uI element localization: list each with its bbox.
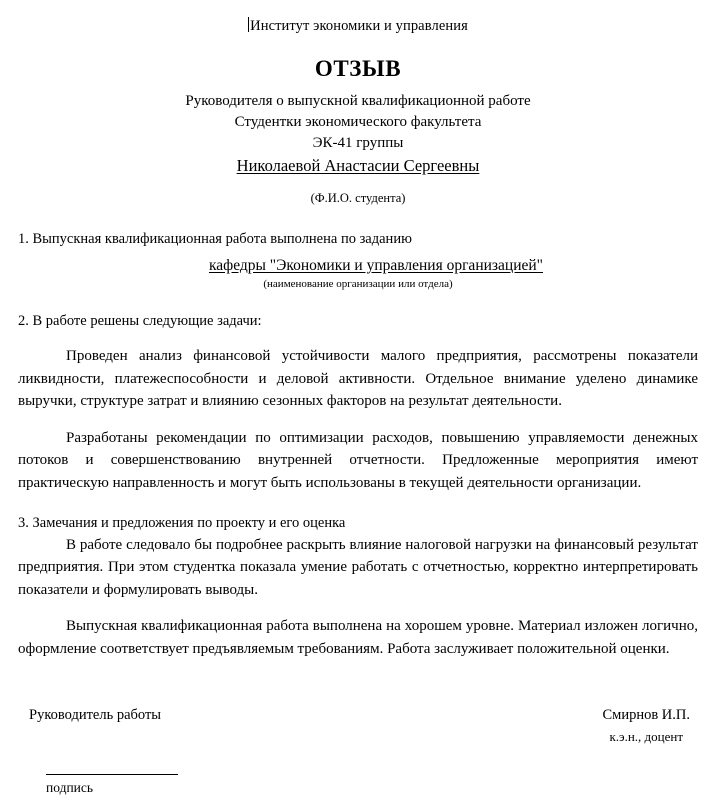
department-line xyxy=(18,255,698,276)
signature-line xyxy=(46,774,178,775)
supervisor-degree: к.э.н., доцент xyxy=(609,728,684,744)
signature-label: подпись xyxy=(46,779,94,795)
supervisor-block xyxy=(602,705,698,746)
organization-name: Институт экономики и управления xyxy=(250,18,468,34)
student-name-caption: (Ф.И.О. студента) xyxy=(310,191,406,205)
organization-header xyxy=(18,0,698,36)
section-2-paragraph-1: Проведен анализ финансовой устойчивости малого предприятия, рассмотрены показатели ликвидности, платежеспособности и деловой активности. Отдельное внимание уделено динамике выручки, структуре затрат и влиянию сезонных факторов на результат деятельности. xyxy=(18,348,698,410)
document-title: ОТЗЫВ xyxy=(314,56,402,81)
section-3-heading: 3. Замечания и предложения по проекту и его оценка xyxy=(18,514,346,531)
subtitle-line-1: Руководителя о выпускной квалификационной работе xyxy=(185,93,531,109)
section-2-heading: 2. В работе решены следующие задачи: xyxy=(18,313,262,329)
signature-row xyxy=(18,705,698,746)
department-name: кафедры "Экономики и управления организацией" xyxy=(208,257,543,274)
subtitle-line-2: Студентки экономического факультета xyxy=(234,114,482,130)
section-1-heading: 1. Выпускная квалификационная работа выполнена по заданию xyxy=(18,231,412,247)
supervisor-role-label: Руководитель работы xyxy=(29,706,162,723)
supervisor-name: Смирнов И.П. xyxy=(602,706,690,723)
section-3-paragraph-1: В работе следовало бы подробнее раскрыть влияние налоговой нагрузки на финансовый результат предприятия. При этом студентка показала умение работать с отчетностью, корректно интерпретировать показатели и формулировать выводы. xyxy=(18,536,698,598)
section-3-paragraph-2: Выпускная квалификационная работа выполнена на хорошем уровне. Материал изложен логично, оформление соответствует предъявляемым требованиям. Работа заслуживает положительной оценки. xyxy=(18,618,698,657)
signature-area xyxy=(18,774,698,797)
text-caret-icon xyxy=(248,17,249,32)
subtitle-line-3: ЭК-41 группы xyxy=(312,135,404,151)
department-caption: (наименование организации или отдела) xyxy=(263,278,453,290)
section-2-paragraph-2: Разработаны рекомендации по оптимизации расходов, повышению управляемости денежных потоков и совершенствованию внутренней отчетности. Предложенные мероприятия имеют практическую направленность и могут быть использованы в текущей деятельности организации. xyxy=(18,429,698,491)
student-name-text: Николаевой Анастасии Сергеевны xyxy=(236,156,480,175)
student-name xyxy=(18,155,698,177)
